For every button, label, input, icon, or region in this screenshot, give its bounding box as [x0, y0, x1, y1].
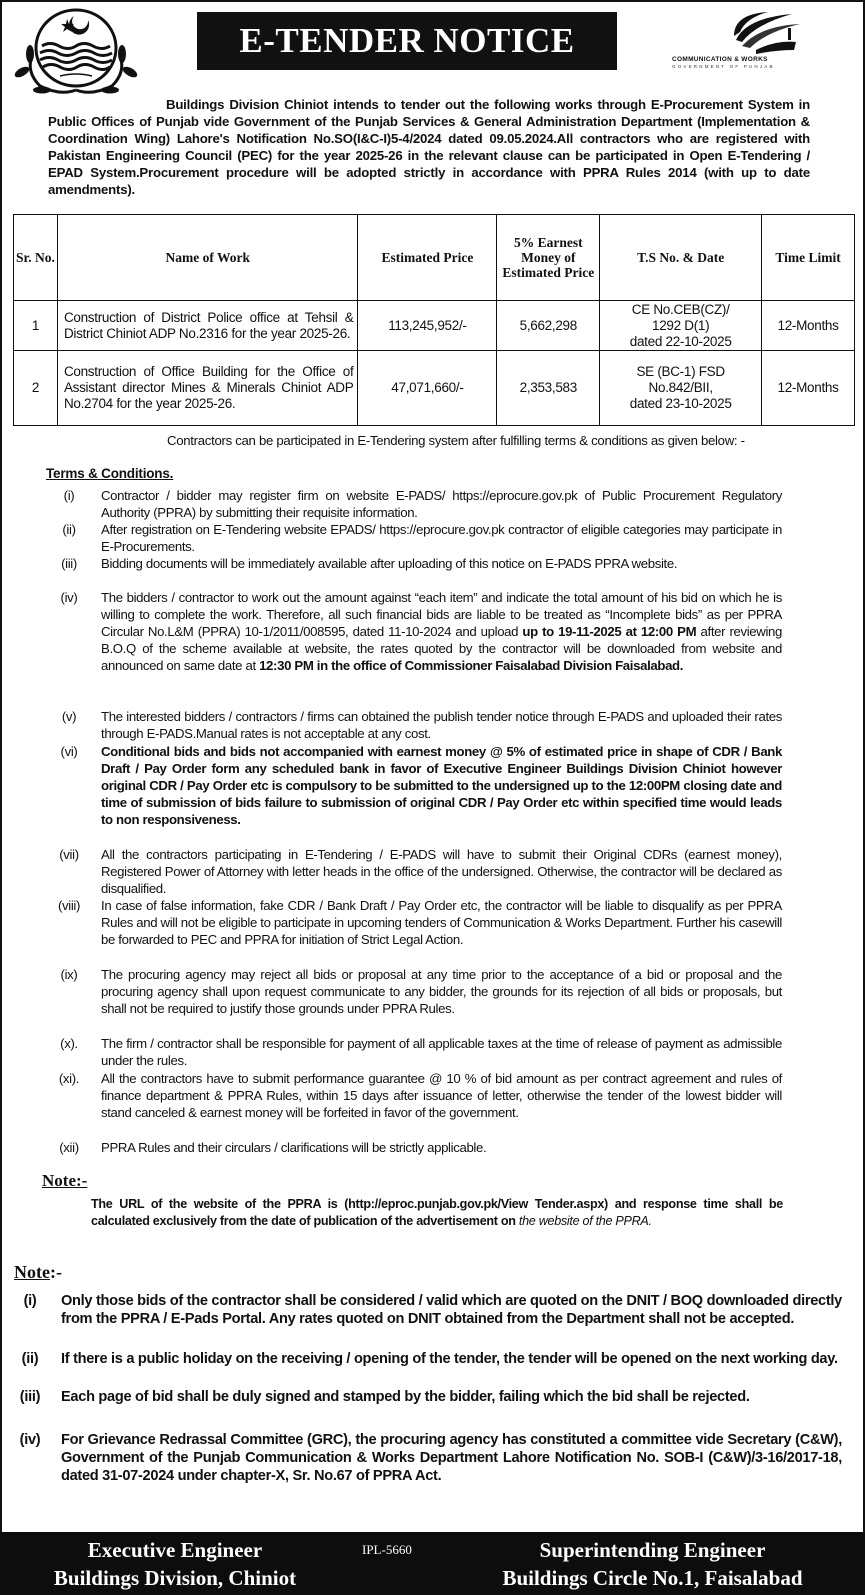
- ppra-url-note: [91, 1196, 783, 1230]
- ts-line: SE (BC-1) FSD: [636, 364, 725, 379]
- term-item: [42, 743, 782, 828]
- term-number: (viii): [57, 898, 81, 913]
- col-sr-no: Sr. No.: [14, 215, 58, 301]
- col-time-limit: Time Limit: [762, 215, 855, 301]
- note-heading-text: Note: [14, 1262, 50, 1282]
- intro-paragraph: [48, 96, 810, 198]
- term-text: The interested bidders / contractors / firms can obtained the publish tender notice through E-PADS and uploaded their rates through E-PADS.Manual rates is not acceptable at any cost.: [101, 709, 782, 741]
- cell-ts-no-date: [600, 351, 762, 426]
- notice-header: [0, 0, 865, 96]
- note-text-italic: the website of the PPRA.: [518, 1214, 652, 1228]
- term-number: (ix): [60, 967, 78, 982]
- term-text: After registration on E-Tendering website EPADS/ https://eprocure.gov.pk contractor of eligible categories may participate in E-Procurements.: [101, 522, 782, 554]
- signatory-office: Buildings Circle No.1, Faisalabad: [502, 1566, 803, 1590]
- term-item: [42, 1035, 782, 1069]
- term-item: [42, 589, 782, 674]
- term-number: (xi).: [58, 1071, 80, 1086]
- term-text: Conditional bids and bids not accompanied with earnest money @ 5% of estimated price in shape of CDR / Bank Draft / Pay Order form any scheduled bank in favor of Executive Engineer Buildings Division Chiniot however original CDR / Pay Order etc is compulsory to be submitted to the undersigned up to the 12:00PM closing date and time of submission of bids failure to submission of original CDR / Pay Order etc within specified time would leads to non responsiveness.: [101, 744, 782, 827]
- note-heading: [42, 1171, 87, 1191]
- note-heading: [14, 1262, 62, 1283]
- cell-time-limit: 12-Months: [762, 351, 855, 426]
- cell-sr: 2: [14, 351, 58, 426]
- note-text: Only those bids of the contractor shall be considered / valid which are quoted on the DNIT / BOQ downloaded directly from the PPRA / E-Pads Portal. Any rates quoted on DNIT obtained from the Department shall not be accepted.: [61, 1293, 842, 1327]
- term-text: In case of false information, fake CDR / Bank Draft / Pay Order etc, the contractor will be liable to disqualify as per PPRA Rules and will not be eligible to participate in upcoming tenders of Communication & Works Department. Further his casewill be forwarded to PEC and PPRA for initiation of Strict Legal Action.: [101, 898, 782, 947]
- term-text: PPRA Rules and their circulars / clarifications will be strictly applicable.: [101, 1140, 487, 1155]
- cell-ts-no-date: [600, 301, 762, 351]
- term-number: (v): [61, 709, 77, 724]
- ts-line: No.842/BII,: [648, 380, 713, 395]
- cell-name-of-work: Construction of District Police office at Tehsil & District Chiniot ADP No.2316 for the year 2025-26.: [57, 301, 358, 351]
- term-text-part: after reviewing B.O.Q of the scheme available at website, the rates quoted by the contractor will be downloaded from website and announced on same date at: [101, 624, 783, 673]
- term-item: [42, 708, 782, 742]
- col-name-of-work: Name of Work: [57, 215, 358, 301]
- cell-sr: 1: [14, 301, 58, 351]
- superintending-engineer-signature: [445, 1536, 860, 1592]
- term-number: (vii): [59, 847, 79, 862]
- col-estimated-price: Estimated Price: [358, 215, 497, 301]
- note-text: If there is a public holiday on the receiving / opening of the tender, the tender will be opened on the next working day.: [61, 1351, 838, 1367]
- note-text: Each page of bid shall be duly signed and stamped by the bidder, failing which the bid shall be rejected.: [61, 1389, 750, 1405]
- cell-estimated-price: 113,245,952/-: [358, 301, 497, 351]
- note-number: (iv): [19, 1432, 41, 1448]
- note-text: The URL of the website of the PPRA is (http://eproc.punjab.gov.pk/View Tender.aspx) and response time shall be calculated exclusively from the date of publication of the advertisement on: [91, 1197, 783, 1228]
- punjab-emblem-icon: [12, 6, 140, 98]
- term-item: [42, 555, 782, 572]
- term-item: [42, 846, 782, 897]
- term-text: The firm / contractor shall be responsible for payment of all applicable taxes at the time of release of payment as admissible under the rules.: [101, 1036, 782, 1068]
- term-text: [101, 589, 782, 674]
- table-row: [14, 301, 855, 351]
- contractors-paragraph: [45, 432, 825, 449]
- term-item: [42, 966, 782, 1017]
- works-table: [13, 214, 855, 426]
- term-item: [42, 487, 782, 521]
- announcement-text: 12:30 PM in the office of Commissioner Faisalabad Division Faisalabad.: [259, 658, 684, 673]
- note-number: (ii): [21, 1351, 39, 1367]
- ts-line: CE No.CEB(CZ)/: [631, 301, 730, 317]
- term-item: [42, 1139, 782, 1156]
- term-number: (iii): [61, 556, 77, 571]
- signature-footer: [0, 1532, 865, 1595]
- term-text: All the contractors participating in E-Tendering / E-PADS will have to submit their Original CDRs (earnest money), Registered Power of Attorney with letter heads in the office of the undersigned. Otherwise, the contractor will be declared as disqualified.: [101, 847, 782, 896]
- ts-line: dated 23-10-2025: [629, 396, 732, 411]
- note-heading-suffix: :-: [49, 1262, 62, 1282]
- note-heading-suffix: :-: [75, 1171, 88, 1190]
- term-text-part: The bidders / contractor to work out the amount against “each item” and indicate the total amount of his bid on which he is willing to complete the work. Therefore, all such financial bids are liable to be treated as “Incomplete bids” as per PPRA Circular No.L&M (PPRA) 10-1/2011/008595, dated 11-10-2024 and upload: [101, 590, 782, 639]
- ipl-reference: IPL-5660: [362, 1542, 412, 1557]
- table-row: [14, 351, 855, 426]
- executive-engineer-signature: [10, 1536, 340, 1592]
- page-title: E-TENDER NOTICE: [197, 12, 617, 70]
- cell-estimated-price: 47,071,660/-: [358, 351, 497, 426]
- cell-earnest-money: 5,662,298: [497, 301, 600, 351]
- term-text: Contractor / bidder may register firm on website E-PADS/ https://eprocure.gov.pk of Public Procurement Regulatory Authority (PPRA) by submitting their requisite information.: [101, 488, 782, 520]
- term-number: (x).: [60, 1036, 78, 1051]
- term-number: (i): [63, 488, 75, 503]
- ts-line: dated 22-10-2025: [629, 333, 732, 349]
- cell-time-limit: 12-Months: [762, 301, 855, 351]
- note-number: (iii): [19, 1389, 41, 1405]
- cell-earnest-money: 2,353,583: [497, 351, 600, 426]
- col-earnest-money: 5% Earnest Money of Estimated Price: [497, 215, 600, 301]
- note-number: (i): [23, 1293, 37, 1309]
- term-number: (vi): [60, 744, 78, 759]
- signatory-title: Executive Engineer: [87, 1538, 263, 1562]
- signatory-office: Buildings Division, Chiniot: [53, 1566, 297, 1590]
- term-number: (ii): [62, 522, 76, 537]
- note-item: [14, 1388, 842, 1406]
- ts-line: 1292 D(1): [651, 317, 710, 333]
- cell-name-of-work: Construction of Office Building for the Office of Assistant director Mines & Minerals Chiniot ADP No.2704 for the year 2025-26.: [57, 351, 358, 426]
- cw-logo-subtext: GOVERNMENT OF PUNJAB: [672, 64, 775, 69]
- signatory-title: Superintending Engineer: [539, 1538, 766, 1562]
- term-number: (iv): [60, 590, 78, 605]
- contractors-text: Contractors can be participated in E-Tendering system after fulfilling terms & conditions as given below: -: [167, 433, 745, 448]
- term-item: [42, 521, 782, 555]
- note-heading-text: Note: [42, 1171, 76, 1190]
- term-text: All the contractors have to submit performance guarantee @ 10 % of bid amount as per contract agreement and rules of finance department & PPRA Rules, within 15 days after issuance of letter, otherwise the tender of the lowest bidder will stand canceled & earnest money will be forfeited in favor of the government.: [101, 1071, 782, 1120]
- terms-heading: Terms & Conditions.: [46, 466, 174, 481]
- col-ts-no-date: T.S No. & Date: [600, 215, 762, 301]
- intro-text: Buildings Division Chiniot intends to tender out the following works through E-Procurement System in Public Offices of Punjab vide Government of the Punjab Services & General Administration Department (Implementation & Coordination Wing) Lahore's Notification No.SO(I&C-I)5-4/2024 dated 09.05.2024.All contractors who are registered with Pakistan Engineering Council (PEC) for the year 2025-26 in the relevant clause can be participated in Open E-Tendering / EPAD System.Procurement procedure will be adopted strictly in accordance with PPRA Rules 2014 (with up to date amendments).: [48, 97, 810, 197]
- table-header-row: [14, 215, 855, 301]
- term-text: The procuring agency may reject all bids or proposal at any time prior to the acceptance of a bid or proposal and the procuring agency shall upon request communicate to any bidder, the grounds for its rejection of all bids or proposals, but shall not be required to justify those grounds under PPRA Rules.: [101, 967, 782, 1016]
- term-item: [42, 897, 782, 948]
- note-text: For Grievance Redrassal Committee (GRC), the procuring agency has constituted a committee vide Secretary (C&W), Government of the Punjab Communication & Works Department Lahore Notification No. SOB-I (C&W)/3-16/2017-18, dated 31-07-2024 under chapter-X, Sr. No.67 of PPRA Act.: [61, 1432, 842, 1484]
- deadline-text: up to 19-11-2025 at 12:00 PM: [522, 624, 697, 639]
- cw-logo-text: COMMUNICATION & WORKS: [672, 56, 768, 63]
- note-item: [14, 1431, 842, 1485]
- term-number: (xii): [59, 1140, 79, 1155]
- note-item: [14, 1350, 842, 1368]
- note-item: [14, 1292, 842, 1328]
- term-text: Bidding documents will be immediately available after uploading of this notice on E-PADS PPRA website.: [101, 556, 678, 571]
- term-item: [42, 1070, 782, 1121]
